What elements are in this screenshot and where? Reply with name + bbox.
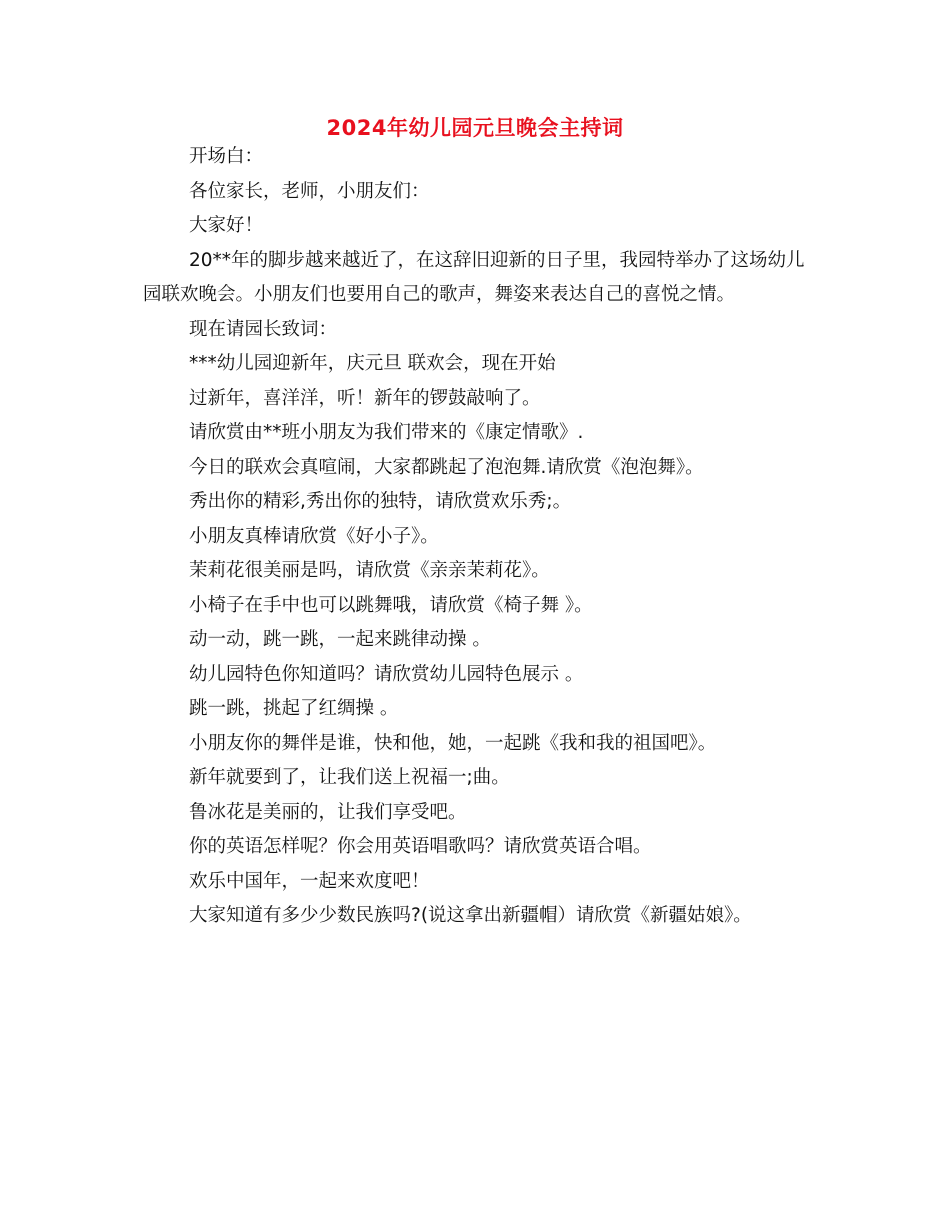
document-body <box>143 140 811 934</box>
paragraph-program-6: 小椅子在手中也可以跳舞哦，请欣赏《椅子舞 》。 <box>189 594 593 616</box>
paragraph-intro: 20**年的脚步越来越近了，在这辞旧迎新的日子里，我园特举办了这场幼儿园联欢晚会。小朋友们也要用自己的歌声，舞姿来表达自己的喜悦之情。 <box>143 249 805 305</box>
paragraph-program-5: 茉莉花很美丽是吗，请欣赏《亲亲茉莉花》。 <box>189 560 550 581</box>
paragraph-greeting: 各位家长，老师，小朋友们： <box>189 180 430 202</box>
paragraph-program-15: 大家知道有多少少数民族吗?(说这拿出新疆帽）请欣赏《新疆姑娘》。 <box>189 905 752 926</box>
paragraph-program-7: 动一动，跳一跳，一起来跳律动操 。 <box>189 629 491 650</box>
paragraph-program-4: 小朋友真棒请欣赏《好小子》。 <box>189 525 439 547</box>
paragraph-program-14: 欢乐中国年，一起来欢度吧！ <box>189 870 430 892</box>
paragraph-opening: 开场白： <box>189 146 264 167</box>
document-title: 2024年幼儿园元旦晚会主持词 <box>326 116 624 140</box>
paragraph-program-8: 幼儿园特色你知道吗？请欣赏幼儿园特色展示 。 <box>189 663 584 685</box>
paragraph-program-13: 你的英语怎样呢？你会用英语唱歌吗？请欣赏英语合唱。 <box>189 836 652 857</box>
paragraph-program-12: 鲁冰花是美丽的，让我们享受吧。 <box>189 801 467 823</box>
paragraph-start: ***幼儿园迎新年，庆元旦 联欢会，现在开始 <box>189 353 556 374</box>
paragraph-program-2: 今日的联欢会真喧闹，大家都跳起了泡泡舞.请欣赏《泡泡舞》。 <box>189 456 704 478</box>
paragraph-program-9: 跳一跳，挑起了红绸操 。 <box>189 698 399 719</box>
paragraph-program-10: 小朋友你的舞伴是谁，快和他，她，一起跳《我和我的祖国吧》。 <box>189 732 717 754</box>
paragraph-principal: 现在请园长致词： <box>189 318 338 340</box>
paragraph-program-11: 新年就要到了，让我们送上祝福一;曲。 <box>189 767 510 788</box>
paragraph-new-year: 过新年，喜洋洋，听！新年的锣鼓敲响了。 <box>189 387 541 409</box>
paragraph-program-1: 请欣赏由**班小朋友为我们带来的《康定情歌》. <box>189 422 584 443</box>
paragraph-program-3: 秀出你的精彩,秀出你的独特，请欣赏欢乐秀;。 <box>189 491 572 512</box>
paragraph-hello: 大家好！ <box>189 215 264 236</box>
